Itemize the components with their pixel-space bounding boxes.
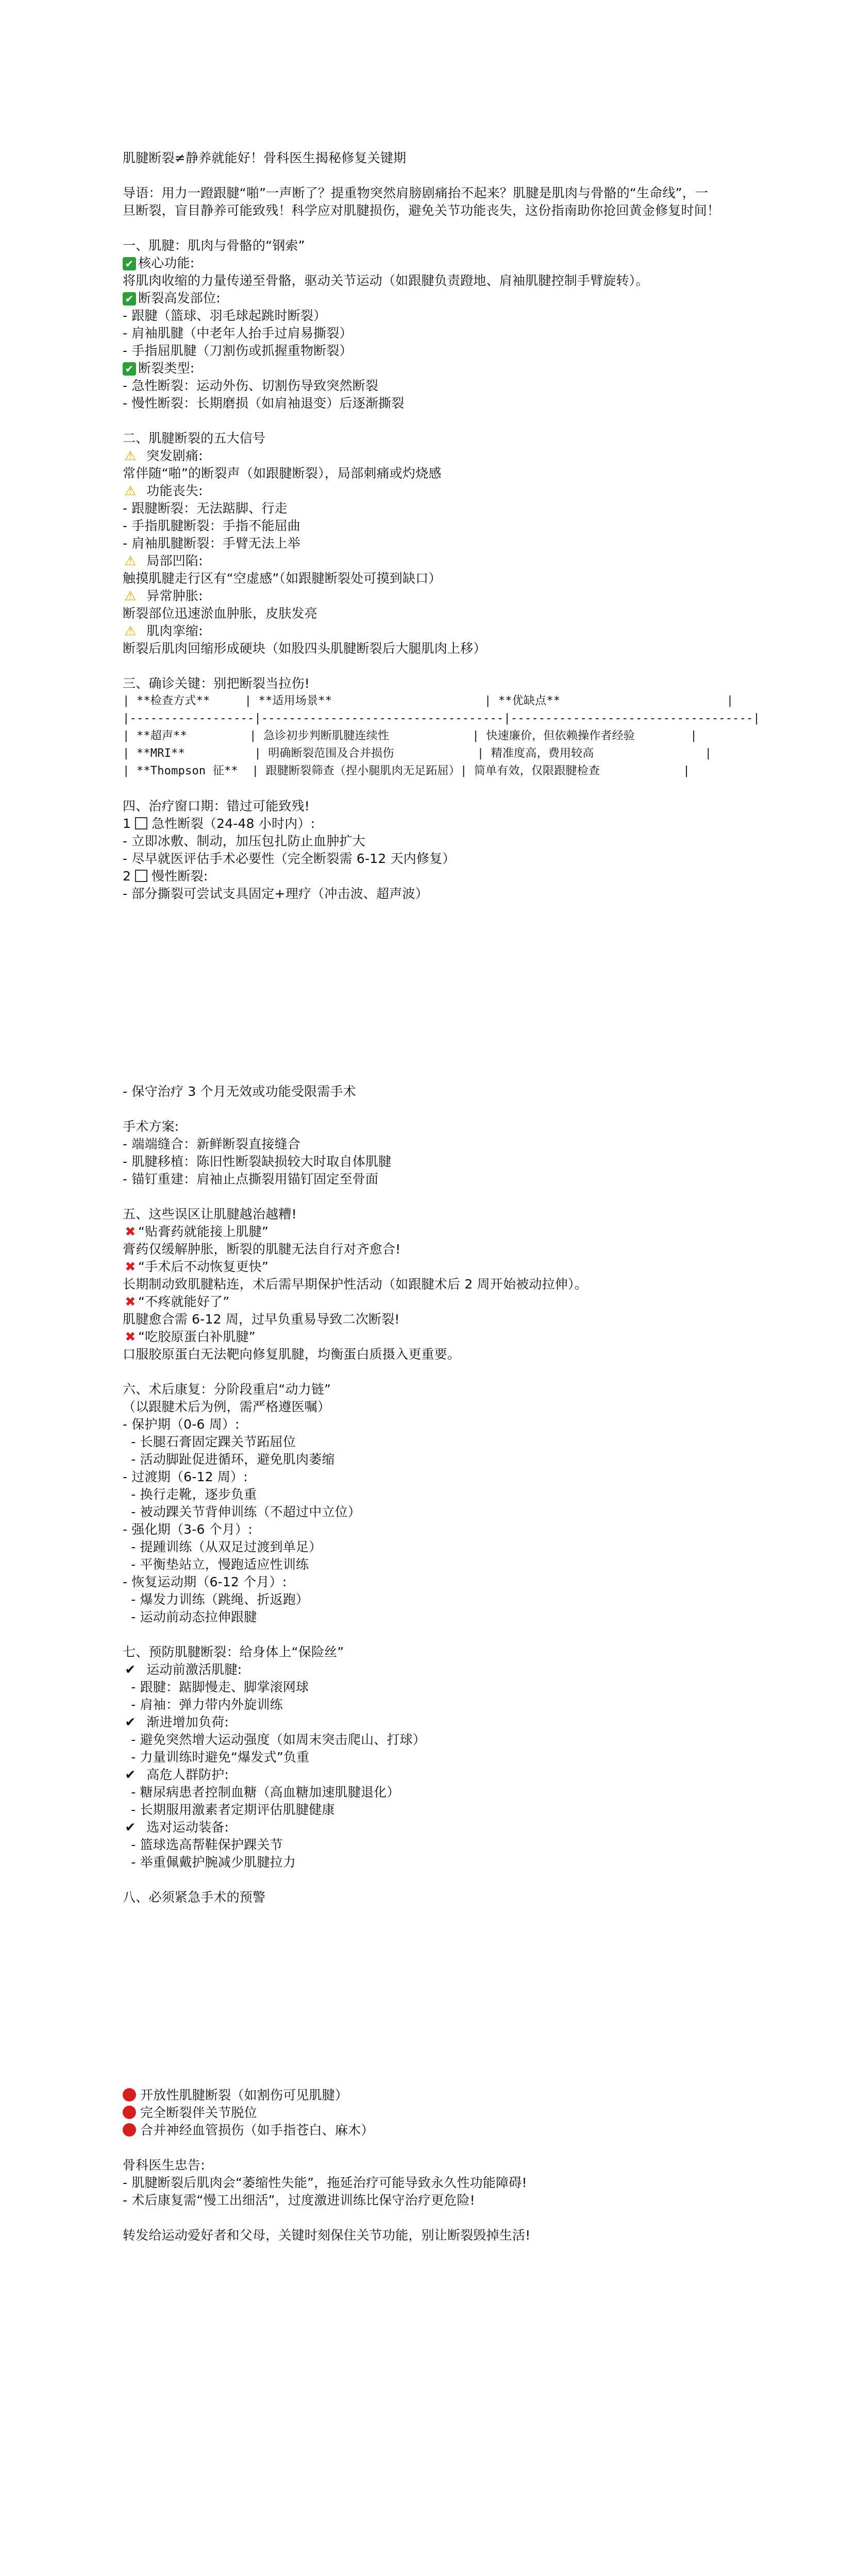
list-item: - 肌腱断裂后肌肉会“萎缩性失能”，拖延治疗可能导致永久性功能障碍!: [123, 2175, 527, 2190]
check-mark-icon: ✔: [125, 1820, 136, 1835]
doctor-advice-label: 骨科医生忠告:: [123, 2158, 205, 2173]
list-item: - 慢性断裂：长期磨损（如肩袖退变）后逐渐撕裂: [123, 396, 405, 411]
list-item: - 活动脚趾促进循环，避免肌肉萎缩: [123, 1452, 335, 1467]
checkbox-icon: [135, 870, 147, 882]
signal-label: 功能丧失:: [146, 483, 203, 498]
item-number: 2: [123, 869, 131, 884]
rupture-types-row: [123, 360, 720, 377]
prevention-label: 选对运动装备:: [146, 1820, 229, 1835]
check-mark-icon: ✔: [125, 1715, 136, 1730]
intro-paragraph: 导语：用力一蹬跟腱“啪”一声断了？提重物突然肩膀剧痛抬不起来？肌腱是肌肉与骨骼的“生命线”，一旦断裂，盲目静养可能致残！科学应对肌腱损伤，避免关节功能丧失，这份指南助你抢回黄金修复时间！: [123, 185, 720, 218]
rupture-sites-label: 断裂高发部位:: [138, 291, 221, 306]
list-item: - 手指屈肌腱（刀割伤或抓握重物断裂）: [123, 343, 352, 358]
list-item: - 手指肌腱断裂：手指不能屈曲: [123, 518, 300, 533]
emergency-text: 合并神经血管损伤（如手指苍白、麻木）: [140, 2123, 374, 2138]
prevention-label: 运动前激活肌腱:: [146, 1662, 242, 1677]
item-number: 1: [123, 816, 131, 831]
list-item: - 平衡垫站立，慢跑适应性训练: [123, 1557, 309, 1572]
red-circle-icon: [123, 2123, 136, 2137]
list-item: - 篮球选高帮鞋保护踝关节: [123, 1837, 283, 1852]
item-label: 急性断裂（24-48 小时内）:: [152, 816, 315, 831]
list-item: - 恢复运动期（6-12 个月）:: [123, 1574, 287, 1589]
blank-area: [123, 1906, 720, 2087]
signal-row: [123, 482, 720, 500]
list-item: - 肌腱移植：陈旧性断裂缺损较大时取自体肌腱: [123, 1154, 392, 1169]
warning-icon: ⚠: [124, 483, 137, 498]
list-item: - 术后康复需“慢工出细活”，过度激进训练比保守治疗更危险!: [123, 2193, 475, 2208]
myth-text: 长期制动致肌腱粘连，术后需早期保护性活动（如跟腱术后 2 周开始被动拉伸）。: [123, 1277, 587, 1292]
list-item: - 提踵训练（从双足过渡到单足）: [123, 1539, 322, 1554]
myth-label: “贴膏药就能接上肌腱”: [138, 1224, 269, 1239]
myth-row: [123, 1258, 720, 1276]
prevention-row: [123, 1766, 720, 1784]
cross-mark-icon: ✖: [125, 1294, 136, 1309]
prevention-label: 渐进增加负荷:: [146, 1715, 229, 1730]
myth-text: 肌腱愈合需 6-12 周，过早负重易导致二次断裂!: [123, 1312, 400, 1327]
warning-icon: ⚠: [124, 588, 137, 603]
signal-text: 触摸肌腱走行区有“空虚感”（如跟腱断裂处可摸到缺口）: [123, 571, 442, 586]
section-2-heading: 二、肌腱断裂的五大信号: [123, 431, 266, 446]
list-item: - 被动踝关节背伸训练（不超过中立位）: [123, 1504, 361, 1519]
red-circle-icon: [123, 2088, 136, 2102]
prevention-label: 高危人群防护:: [146, 1767, 229, 1782]
signal-text: 常伴随“啪”的断裂声（如跟腱断裂），局部刺痛或灼烧感: [123, 466, 442, 481]
core-function-row: [123, 255, 720, 272]
check-mark-icon: ✔: [123, 362, 136, 376]
rupture-sites-row: [123, 290, 720, 307]
myth-text: 口服胶原蛋白无法靶向修复肌腱，均衡蛋白质摄入更重要。: [123, 1347, 461, 1362]
red-circle-icon: [123, 2106, 136, 2119]
list-item: - 肩袖肌腱（中老年人抬手过肩易撕裂）: [123, 326, 352, 341]
signal-label: 肌肉挛缩:: [146, 623, 203, 638]
list-item: - 过渡期（6-12 周）:: [123, 1469, 248, 1484]
signal-row: [123, 447, 720, 465]
prevention-row: [123, 1819, 720, 1836]
myth-row: [123, 1223, 720, 1241]
emergency-text: 开放性肌腱断裂（如割伤可见肌腱）: [140, 2088, 348, 2103]
emergency-item: [123, 2104, 720, 2122]
section-1-heading: 一、肌腱：肌肉与骨骼的“钢索”: [123, 238, 305, 253]
check-mark-icon: ✔: [125, 1662, 136, 1677]
item-label: 慢性断裂:: [152, 869, 208, 884]
list-item: - 长腿石膏固定踝关节跖屈位: [123, 1434, 296, 1449]
rupture-types-label: 断裂类型:: [138, 361, 195, 376]
core-function-label: 核心功能:: [138, 256, 195, 270]
emergency-text: 完全断裂伴关节脱位: [140, 2105, 257, 2120]
table-row: | **检查方式** | **适用场景** | **优缺点** |: [123, 694, 734, 707]
section-8-heading: 八、必须紧急手术的预警: [123, 1890, 266, 1905]
article: [123, 149, 760, 2244]
list-item: - 强化期（3-6 个月）:: [123, 1522, 253, 1537]
list-item: - 换行走靴，逐步负重: [123, 1487, 257, 1502]
list-item: - 锚钉重建：肩袖止点撕裂用锚钉固定至骨面: [123, 1172, 379, 1187]
list-item: - 保守治疗 3 个月无效或功能受限需手术: [123, 1084, 356, 1099]
prevention-row: [123, 1661, 720, 1679]
warning-icon: ⚠: [124, 553, 137, 568]
emergency-item: [123, 2122, 720, 2139]
check-mark-icon: ✔: [123, 257, 136, 270]
list-item: - 避免突然增大运动强度（如周末突击爬山、打球）: [123, 1732, 426, 1747]
article-title: 肌腱断裂≠静养就能好！骨科医生揭秘修复关键期: [123, 150, 407, 165]
myth-label: “不疼就能好了”: [138, 1294, 230, 1309]
table-row: | **Thompson 征** | 跟腱断裂筛查（捏小腿肌肉无足跖屈）| 简单有效，仅限跟腱检查 |: [123, 765, 690, 777]
treatment-item-1: [123, 815, 720, 833]
list-item: - 部分撕裂可尝试支具固定+理疗（冲击波、超声波）: [123, 886, 428, 901]
treatment-item-2: [123, 868, 720, 885]
list-item: - 立即冰敷、制动，加压包扎防止血肿扩大: [123, 834, 365, 849]
myth-row: [123, 1328, 720, 1346]
blank-area: [123, 903, 720, 1083]
myth-label: “手术后不动恢复更快”: [138, 1259, 269, 1274]
list-item: - 糖尿病患者控制血糖（高血糖加速肌腱退化）: [123, 1785, 400, 1800]
list-item: - 爆发力训练（跳绳、折返跑）: [123, 1592, 309, 1607]
closing-text: 转发给运动爱好者和父母，关键时刻保住关节功能，别让断裂毁掉生活!: [123, 2228, 531, 2243]
myth-label: “吃胶原蛋白补肌腱”: [138, 1329, 256, 1344]
surgery-label: 手术方案:: [123, 1119, 179, 1134]
signal-row: [123, 587, 720, 605]
list-item: - 保护期（0-6 周）:: [123, 1417, 240, 1432]
signal-text: 断裂后肌肉回缩形成硬块（如股四头肌腱断裂后大腿肌肉上移）: [123, 641, 486, 656]
cross-mark-icon: ✖: [125, 1259, 136, 1274]
list-item: - 尽早就医评估手术必要性（完全断裂需 6-12 天内修复）: [123, 851, 456, 866]
list-item: - 肩袖肌腱断裂：手臂无法上举: [123, 536, 300, 551]
check-mark-icon: ✔: [125, 1767, 136, 1782]
section-6-subtitle: （以跟腱术后为例，需严格遵医嘱）: [123, 1399, 331, 1414]
cross-mark-icon: ✖: [125, 1329, 136, 1344]
section-3-heading: 三、确诊关键：别把断裂当拉伤!: [123, 676, 310, 691]
list-item: - 跟腱：踮脚慢走、脚掌滚网球: [123, 1680, 309, 1694]
list-item: - 急性断裂：运动外伤、切割伤导致突然断裂: [123, 378, 379, 393]
warning-icon: ⚠: [124, 448, 137, 463]
list-item: - 长期服用激素者定期评估肌腱健康: [123, 1802, 335, 1817]
list-item: - 端端缝合：新鲜断裂直接缝合: [123, 1137, 300, 1151]
signal-row: [123, 622, 720, 640]
list-item: - 跟腱（篮球、羽毛球起跳时断裂）: [123, 308, 327, 323]
list-item: - 运动前动态拉伸跟腱: [123, 1609, 257, 1624]
myth-text: 膏药仅缓解肿胀，断裂的肌腱无法自行对齐愈合!: [123, 1242, 401, 1257]
warning-icon: ⚠: [124, 623, 137, 638]
table-row: | **超声** | 急诊初步判断肌腱连续性 | 快速廉价，但依赖操作者经验 |: [123, 730, 698, 742]
list-item: - 力量训练时避免“爆发式”负重: [123, 1750, 310, 1765]
myth-row: [123, 1293, 720, 1311]
signal-label: 突发剧痛:: [146, 448, 203, 463]
emergency-item: [123, 2087, 720, 2104]
table-row: | **MRI** | 明确断裂范围及合并损伤 | 精准度高，费用较高 |: [123, 747, 712, 760]
checkbox-icon: [135, 817, 147, 829]
table-row: |------------------|-----------------------------------|-----------------------------------|: [123, 712, 760, 725]
signal-row: [123, 552, 720, 570]
check-mark-icon: ✔: [123, 292, 136, 306]
cross-mark-icon: ✖: [125, 1224, 136, 1239]
section-6-heading: 六、术后康复：分阶段重启“动力链”: [123, 1382, 331, 1397]
prevention-row: [123, 1714, 720, 1731]
signal-label: 异常肿胀:: [146, 588, 203, 603]
section-5-heading: 五、这些误区让肌腱越治越糟!: [123, 1207, 297, 1222]
list-item: - 肩袖：弹力带内外旋训练: [123, 1697, 283, 1712]
section-4-heading: 四、治疗窗口期：错过可能致残!: [123, 799, 310, 814]
signal-label: 局部凹陷:: [146, 553, 203, 568]
section-7-heading: 七、预防肌腱断裂：给身体上“保险丝”: [123, 1645, 344, 1659]
signal-text: 断裂部位迅速淤血肿胀，皮肤发亮: [123, 606, 318, 621]
list-item: - 举重佩戴护腕减少肌腱拉力: [123, 1855, 296, 1870]
core-function-text: 将肌肉收缩的力量传递至骨骼，驱动关节运动（如跟腱负责蹬地、肩袖肌腱控制手臂旋转）。: [123, 273, 649, 288]
list-item: - 跟腱断裂：无法踮脚、行走: [123, 501, 288, 516]
